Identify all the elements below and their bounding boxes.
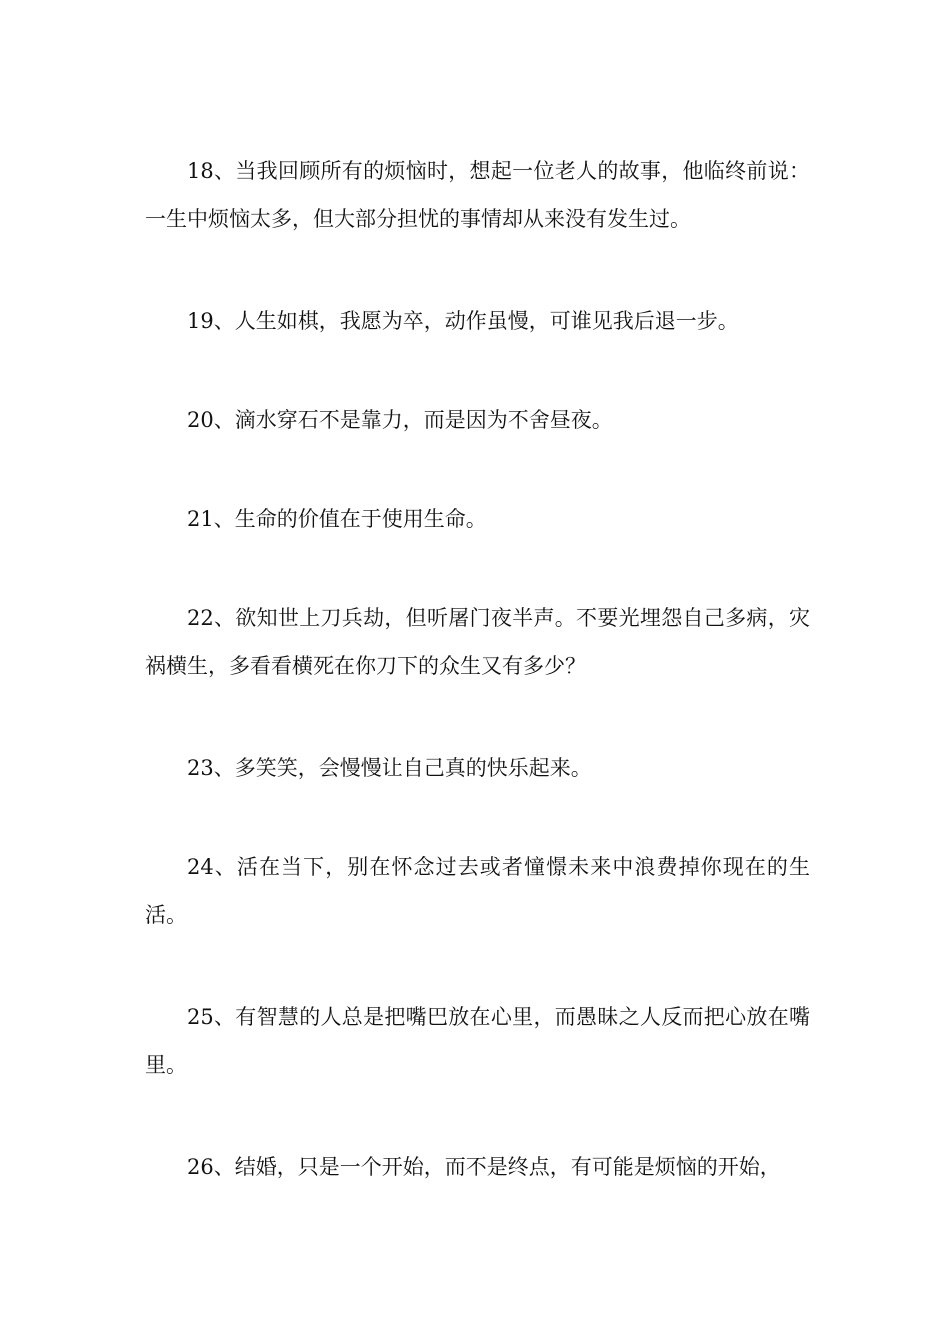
- quote-paragraph-21: 21、生命的价值在于使用生命。: [187, 507, 487, 531]
- quote-paragraph-20: 20、滴水穿石不是靠力，而是因为不舍昼夜。: [187, 408, 613, 432]
- quote-paragraph-23: 23、多笑笑，会慢慢让自己真的快乐起来。: [187, 756, 592, 780]
- quote-paragraph-26: 26、结婚，只是一个开始，而不是终点，有可能是烦恼的开始，: [187, 1155, 781, 1179]
- quote-paragraph-22: 22、欲知世上刀兵劫，但听屠门夜半声。不要光埋怨自己多病，灾祸横生，多看看横死在你刀下的众生又有多少？: [145, 606, 810, 678]
- quote-paragraph-25: 25、有智慧的人总是把嘴巴放在心里，而愚昧之人反而把心放在嘴里。: [145, 1005, 810, 1077]
- quote-paragraph-24: 24、活在当下，别在怀念过去或者憧憬未来中浪费掉你现在的生活。: [145, 855, 810, 927]
- quote-paragraph-18: 18、当我回顾所有的烦恼时，想起一位老人的故事，他临终前说：一生中烦恼太多，但大部分担忧的事情却从来没有发生过。: [145, 159, 810, 231]
- quote-paragraph-19: 19、人生如棋，我愿为卒，动作虽慢，可谁见我后退一步。: [187, 309, 739, 333]
